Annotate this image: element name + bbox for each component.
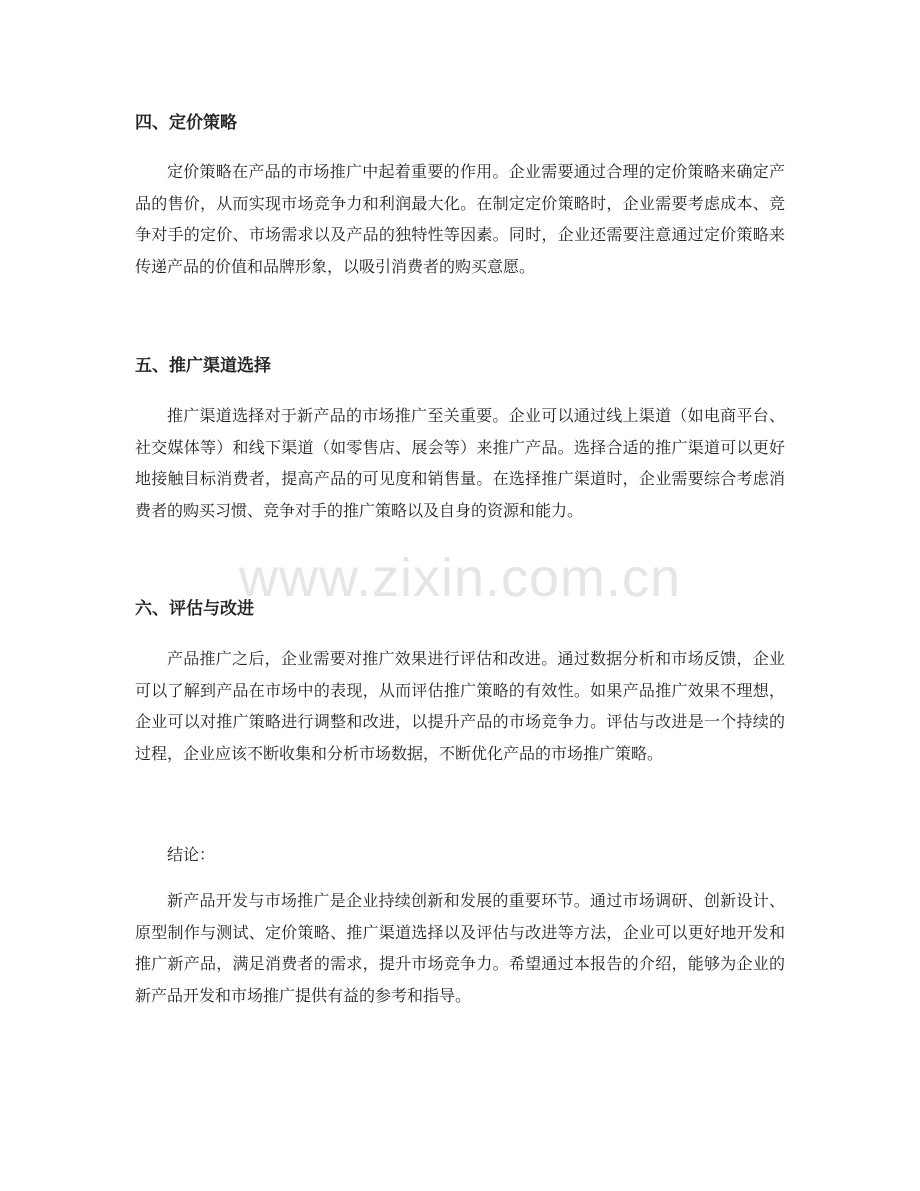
section-heading-channels: 五、推广渠道选择 <box>135 356 271 376</box>
watermark: www.zixin.com.cn <box>238 548 682 608</box>
section-paragraph-channels: 推广渠道选择对于新产品的市场推广至关重要。企业可以通过线上渠道（如电商平台、社交媒体等）和线下渠道（如零售店、展会等）来推广产品。选择合适的推广渠道可以更好地接触目标消费者，提高产品的可见度和销售量。在选择推广渠道时，企业需要综合考虑消费者的购买习惯、竞争对手的推广策略以及自身的资源和能力。 <box>135 406 785 520</box>
section-paragraph-evaluation: 产品推广之后，企业需要对推广效果进行评估和改进。通过数据分析和市场反馈，企业可以了解到产品在市场中的表现，从而评估推广策略的有效性。如果产品推广效果不理想，企业可以对推广策略进行调整和改进，以提升产品的市场竞争力。评估与改进是一个持续的过程，企业应该不断收集和分析市场数据，不断优化产品的市场推广策略。 <box>135 649 785 763</box>
conclusion-label: 结论： <box>167 845 216 864</box>
section-paragraph-pricing: 定价策略在产品的市场推广中起着重要的作用。企业需要通过合理的定价策略来确定产品的售价，从而实现市场竞争力和利润最大化。在制定定价策略时，企业需要考虑成本、竞争对手的定价、市场需求以及产品的独特性等因素。同时，企业还需要注意通过定价策略来传递产品的价值和品牌形象，以吸引消费者的购买意愿。 <box>135 162 785 276</box>
conclusion-paragraph: 新产品开发与市场推广是企业持续创新和发展的重要环节。通过市场调研、创新设计、原型制作与测试、定价策略、推广渠道选择以及评估与改进等方法，企业可以更好地开发和推广新产品，满足消费者的需求，提升市场竞争力。希望通过本报告的介绍，能够为企业的新产品开发和市场推广提供有益的参考和指导。 <box>135 891 785 1005</box>
section-heading-pricing: 四、定价策略 <box>135 113 237 133</box>
section-heading-evaluation: 六、评估与改进 <box>135 599 254 619</box>
